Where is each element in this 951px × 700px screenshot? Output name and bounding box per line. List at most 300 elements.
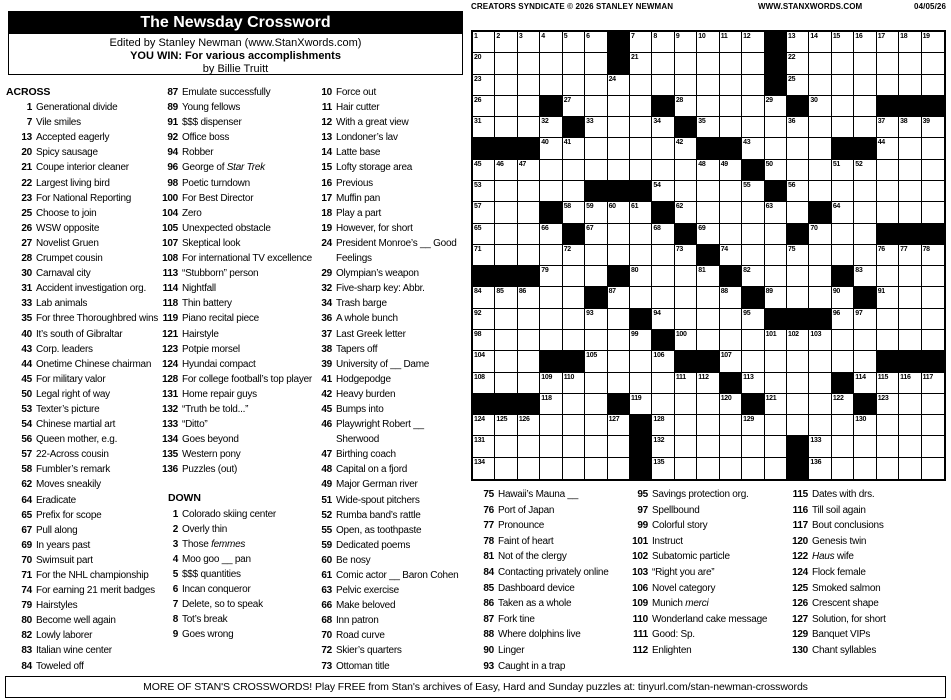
grid-cell[interactable] (697, 160, 719, 181)
grid-cell[interactable] (899, 75, 921, 96)
grid-cell[interactable] (630, 330, 652, 351)
grid-cell[interactable] (922, 202, 944, 223)
grid-cell[interactable] (787, 138, 809, 159)
grid-cell[interactable] (899, 309, 921, 330)
grid-cell[interactable] (518, 117, 540, 138)
grid-cell[interactable] (787, 160, 809, 181)
grid-cell[interactable] (585, 75, 607, 96)
grid-cell[interactable] (877, 309, 899, 330)
grid-cell[interactable] (608, 202, 630, 223)
grid-cell[interactable] (720, 75, 742, 96)
grid-cell[interactable] (473, 181, 495, 202)
grid-cell[interactable] (697, 287, 719, 308)
grid-cell[interactable] (832, 202, 854, 223)
grid-cell[interactable] (765, 330, 787, 351)
grid-cell[interactable] (765, 266, 787, 287)
grid-cell[interactable] (563, 415, 585, 436)
grid-cell[interactable] (765, 287, 787, 308)
grid-cell[interactable] (652, 138, 674, 159)
grid-cell[interactable] (675, 160, 697, 181)
grid-cell[interactable] (630, 245, 652, 266)
grid-cell[interactable] (608, 436, 630, 457)
grid-cell[interactable] (495, 436, 517, 457)
grid-cell[interactable] (787, 373, 809, 394)
grid-cell[interactable] (832, 309, 854, 330)
grid-cell[interactable] (652, 373, 674, 394)
grid-cell[interactable] (608, 96, 630, 117)
grid-cell[interactable] (518, 96, 540, 117)
grid-cell[interactable] (899, 181, 921, 202)
grid-cell[interactable] (563, 394, 585, 415)
grid-cell[interactable] (563, 75, 585, 96)
grid-cell[interactable] (697, 415, 719, 436)
grid-cell[interactable] (832, 394, 854, 415)
grid-cell[interactable] (675, 415, 697, 436)
grid-cell[interactable] (585, 351, 607, 372)
grid-cell[interactable] (899, 436, 921, 457)
grid-cell[interactable] (742, 181, 764, 202)
grid-cell[interactable] (742, 117, 764, 138)
grid-cell[interactable] (652, 53, 674, 74)
grid-cell[interactable] (585, 224, 607, 245)
grid-cell[interactable] (787, 202, 809, 223)
grid-cell[interactable] (742, 351, 764, 372)
grid-cell[interactable] (585, 202, 607, 223)
grid-cell[interactable] (922, 394, 944, 415)
grid-cell[interactable] (473, 351, 495, 372)
grid-cell[interactable] (585, 117, 607, 138)
grid-cell[interactable] (787, 394, 809, 415)
grid-cell[interactable] (675, 202, 697, 223)
grid-cell[interactable] (585, 160, 607, 181)
grid-cell[interactable] (899, 53, 921, 74)
grid-cell[interactable] (832, 287, 854, 308)
grid-cell[interactable] (675, 309, 697, 330)
grid-cell[interactable] (473, 224, 495, 245)
grid-cell[interactable] (518, 202, 540, 223)
grid-cell[interactable] (899, 287, 921, 308)
grid-cell[interactable] (652, 224, 674, 245)
grid-cell[interactable] (697, 75, 719, 96)
grid-cell[interactable] (765, 436, 787, 457)
grid-cell[interactable] (922, 415, 944, 436)
grid-cell[interactable] (899, 202, 921, 223)
grid-cell[interactable] (563, 373, 585, 394)
grid-cell[interactable] (720, 32, 742, 53)
grid-cell[interactable] (922, 373, 944, 394)
grid-cell[interactable] (540, 415, 562, 436)
grid-cell[interactable] (899, 330, 921, 351)
grid-cell[interactable] (854, 53, 876, 74)
grid-cell[interactable] (563, 287, 585, 308)
grid-cell[interactable] (608, 330, 630, 351)
grid-cell[interactable] (832, 160, 854, 181)
grid-cell[interactable] (742, 266, 764, 287)
grid-cell[interactable] (877, 138, 899, 159)
grid-cell[interactable] (809, 394, 831, 415)
grid-cell[interactable] (473, 458, 495, 479)
grid-cell[interactable] (518, 436, 540, 457)
grid-cell[interactable] (585, 53, 607, 74)
grid-cell[interactable] (877, 287, 899, 308)
grid-cell[interactable] (540, 32, 562, 53)
grid-cell[interactable] (877, 53, 899, 74)
grid-cell[interactable] (697, 181, 719, 202)
grid-cell[interactable] (563, 160, 585, 181)
grid-cell[interactable] (608, 373, 630, 394)
grid-cell[interactable] (765, 117, 787, 138)
grid-cell[interactable] (832, 75, 854, 96)
grid-cell[interactable] (675, 436, 697, 457)
grid-cell[interactable] (473, 202, 495, 223)
grid-cell[interactable] (495, 373, 517, 394)
grid-cell[interactable] (697, 458, 719, 479)
grid-cell[interactable] (563, 96, 585, 117)
grid-cell[interactable] (585, 245, 607, 266)
grid-cell[interactable] (787, 287, 809, 308)
grid-cell[interactable] (473, 53, 495, 74)
grid-cell[interactable] (697, 224, 719, 245)
grid-cell[interactable] (630, 266, 652, 287)
grid-cell[interactable] (563, 32, 585, 53)
grid-cell[interactable] (922, 53, 944, 74)
grid-cell[interactable] (720, 330, 742, 351)
grid-cell[interactable] (877, 394, 899, 415)
grid-cell[interactable] (899, 373, 921, 394)
grid-cell[interactable] (922, 75, 944, 96)
grid-cell[interactable] (540, 117, 562, 138)
grid-cell[interactable] (540, 75, 562, 96)
grid-cell[interactable] (742, 138, 764, 159)
grid-cell[interactable] (854, 117, 876, 138)
grid-cell[interactable] (675, 373, 697, 394)
grid-cell[interactable] (563, 53, 585, 74)
grid-cell[interactable] (809, 373, 831, 394)
grid-cell[interactable] (608, 287, 630, 308)
grid-cell[interactable] (854, 415, 876, 436)
grid-cell[interactable] (922, 117, 944, 138)
grid-cell[interactable] (765, 415, 787, 436)
grid-cell[interactable] (877, 181, 899, 202)
grid-cell[interactable] (675, 394, 697, 415)
grid-cell[interactable] (518, 351, 540, 372)
grid-cell[interactable] (697, 202, 719, 223)
grid-cell[interactable] (787, 266, 809, 287)
grid-cell[interactable] (854, 373, 876, 394)
grid-cell[interactable] (585, 394, 607, 415)
grid-cell[interactable] (854, 181, 876, 202)
grid-cell[interactable] (742, 75, 764, 96)
grid-cell[interactable] (518, 160, 540, 181)
grid-cell[interactable] (630, 32, 652, 53)
grid-cell[interactable] (630, 96, 652, 117)
grid-cell[interactable] (608, 245, 630, 266)
grid-cell[interactable] (518, 330, 540, 351)
grid-cell[interactable] (697, 266, 719, 287)
grid-cell[interactable] (652, 32, 674, 53)
grid-cell[interactable] (518, 32, 540, 53)
grid-cell[interactable] (854, 75, 876, 96)
grid-cell[interactable] (809, 32, 831, 53)
grid-cell[interactable] (720, 394, 742, 415)
grid-cell[interactable] (495, 458, 517, 479)
grid-cell[interactable] (877, 32, 899, 53)
grid-cell[interactable] (720, 53, 742, 74)
grid-cell[interactable] (630, 117, 652, 138)
grid-cell[interactable] (495, 53, 517, 74)
grid-cell[interactable] (473, 96, 495, 117)
grid-cell[interactable] (495, 32, 517, 53)
grid-cell[interactable] (765, 160, 787, 181)
grid-cell[interactable] (563, 436, 585, 457)
grid-cell[interactable] (854, 32, 876, 53)
grid-cell[interactable] (809, 287, 831, 308)
grid-cell[interactable] (518, 287, 540, 308)
grid-cell[interactable] (563, 330, 585, 351)
grid-cell[interactable] (473, 160, 495, 181)
grid-cell[interactable] (809, 96, 831, 117)
grid-cell[interactable] (585, 373, 607, 394)
grid-cell[interactable] (877, 245, 899, 266)
grid-cell[interactable] (540, 373, 562, 394)
grid-cell[interactable] (697, 53, 719, 74)
grid-cell[interactable] (742, 202, 764, 223)
grid-cell[interactable] (854, 160, 876, 181)
grid-cell[interactable] (765, 202, 787, 223)
grid-cell[interactable] (832, 117, 854, 138)
grid-cell[interactable] (742, 96, 764, 117)
grid-cell[interactable] (540, 394, 562, 415)
grid-cell[interactable] (675, 181, 697, 202)
grid-cell[interactable] (540, 458, 562, 479)
grid-cell[interactable] (765, 245, 787, 266)
grid-cell[interactable] (630, 75, 652, 96)
grid-cell[interactable] (495, 245, 517, 266)
grid-cell[interactable] (585, 32, 607, 53)
grid-cell[interactable] (540, 160, 562, 181)
grid-cell[interactable] (675, 53, 697, 74)
grid-cell[interactable] (809, 330, 831, 351)
grid-cell[interactable] (675, 32, 697, 53)
grid-cell[interactable] (787, 351, 809, 372)
grid-cell[interactable] (854, 266, 876, 287)
grid-cell[interactable] (922, 309, 944, 330)
grid-cell[interactable] (697, 394, 719, 415)
grid-cell[interactable] (518, 53, 540, 74)
grid-cell[interactable] (832, 351, 854, 372)
grid-cell[interactable] (742, 53, 764, 74)
grid-cell[interactable] (899, 266, 921, 287)
grid-cell[interactable] (720, 160, 742, 181)
grid-cell[interactable] (854, 245, 876, 266)
grid-cell[interactable] (742, 415, 764, 436)
grid-cell[interactable] (697, 330, 719, 351)
grid-cell[interactable] (877, 458, 899, 479)
grid-cell[interactable] (765, 373, 787, 394)
grid-cell[interactable] (675, 245, 697, 266)
grid-cell[interactable] (765, 351, 787, 372)
grid-cell[interactable] (495, 202, 517, 223)
grid-cell[interactable] (675, 266, 697, 287)
grid-cell[interactable] (742, 224, 764, 245)
grid-cell[interactable] (765, 96, 787, 117)
grid-cell[interactable] (720, 181, 742, 202)
grid-cell[interactable] (608, 75, 630, 96)
grid-cell[interactable] (854, 436, 876, 457)
grid-cell[interactable] (473, 245, 495, 266)
grid-cell[interactable] (720, 224, 742, 245)
grid-cell[interactable] (809, 53, 831, 74)
grid-cell[interactable] (652, 309, 674, 330)
grid-cell[interactable] (720, 309, 742, 330)
grid-cell[interactable] (809, 224, 831, 245)
grid-cell[interactable] (608, 224, 630, 245)
grid-cell[interactable] (854, 330, 876, 351)
grid-cell[interactable] (877, 266, 899, 287)
grid-cell[interactable] (765, 224, 787, 245)
grid-cell[interactable] (518, 309, 540, 330)
grid-cell[interactable] (675, 458, 697, 479)
grid-cell[interactable] (630, 138, 652, 159)
grid-cell[interactable] (585, 138, 607, 159)
grid-cell[interactable] (809, 415, 831, 436)
grid-cell[interactable] (540, 181, 562, 202)
grid-cell[interactable] (697, 117, 719, 138)
grid-cell[interactable] (540, 138, 562, 159)
grid-cell[interactable] (518, 373, 540, 394)
grid-cell[interactable] (877, 117, 899, 138)
grid-cell[interactable] (495, 351, 517, 372)
grid-cell[interactable] (585, 266, 607, 287)
grid-cell[interactable] (809, 75, 831, 96)
grid-cell[interactable] (630, 160, 652, 181)
grid-cell[interactable] (809, 117, 831, 138)
grid-cell[interactable] (518, 415, 540, 436)
grid-cell[interactable] (832, 96, 854, 117)
grid-cell[interactable] (809, 436, 831, 457)
grid-cell[interactable] (473, 436, 495, 457)
grid-cell[interactable] (585, 415, 607, 436)
grid-cell[interactable] (877, 436, 899, 457)
grid-cell[interactable] (495, 75, 517, 96)
grid-cell[interactable] (922, 458, 944, 479)
grid-cell[interactable] (585, 458, 607, 479)
grid-cell[interactable] (832, 436, 854, 457)
grid-cell[interactable] (563, 266, 585, 287)
grid-cell[interactable] (675, 75, 697, 96)
grid-cell[interactable] (540, 245, 562, 266)
grid-cell[interactable] (697, 436, 719, 457)
grid-cell[interactable] (742, 309, 764, 330)
grid-cell[interactable] (922, 245, 944, 266)
grid-cell[interactable] (563, 245, 585, 266)
grid-cell[interactable] (787, 330, 809, 351)
grid-cell[interactable] (608, 160, 630, 181)
grid-cell[interactable] (563, 458, 585, 479)
grid-cell[interactable] (899, 138, 921, 159)
grid-cell[interactable] (652, 436, 674, 457)
grid-cell[interactable] (922, 436, 944, 457)
grid-cell[interactable] (742, 458, 764, 479)
grid-cell[interactable] (652, 458, 674, 479)
grid-cell[interactable] (630, 202, 652, 223)
grid-cell[interactable] (787, 32, 809, 53)
grid-cell[interactable] (742, 436, 764, 457)
grid-cell[interactable] (742, 32, 764, 53)
grid-cell[interactable] (473, 309, 495, 330)
grid-cell[interactable] (765, 138, 787, 159)
grid-cell[interactable] (832, 330, 854, 351)
grid-cell[interactable] (899, 160, 921, 181)
grid-cell[interactable] (608, 415, 630, 436)
grid-cell[interactable] (899, 117, 921, 138)
grid-cell[interactable] (495, 415, 517, 436)
grid-cell[interactable] (495, 96, 517, 117)
grid-cell[interactable] (630, 351, 652, 372)
grid-cell[interactable] (540, 53, 562, 74)
grid-cell[interactable] (630, 224, 652, 245)
grid-cell[interactable] (720, 245, 742, 266)
grid-cell[interactable] (877, 160, 899, 181)
grid-cell[interactable] (652, 160, 674, 181)
grid-cell[interactable] (922, 287, 944, 308)
grid-cell[interactable] (720, 96, 742, 117)
grid-cell[interactable] (495, 287, 517, 308)
grid-cell[interactable] (675, 96, 697, 117)
grid-cell[interactable] (899, 245, 921, 266)
grid-cell[interactable] (787, 53, 809, 74)
grid-cell[interactable] (720, 436, 742, 457)
grid-cell[interactable] (495, 330, 517, 351)
grid-cell[interactable] (765, 394, 787, 415)
grid-cell[interactable] (630, 287, 652, 308)
grid-cell[interactable] (473, 117, 495, 138)
grid-cell[interactable] (899, 32, 921, 53)
grid-cell[interactable] (563, 309, 585, 330)
grid-cell[interactable] (630, 53, 652, 74)
grid-cell[interactable] (563, 138, 585, 159)
grid-cell[interactable] (630, 394, 652, 415)
grid-cell[interactable] (652, 75, 674, 96)
grid-cell[interactable] (585, 96, 607, 117)
grid-cell[interactable] (495, 309, 517, 330)
grid-cell[interactable] (608, 351, 630, 372)
grid-cell[interactable] (877, 330, 899, 351)
grid-cell[interactable] (697, 96, 719, 117)
grid-cell[interactable] (473, 373, 495, 394)
grid-cell[interactable] (652, 351, 674, 372)
grid-cell[interactable] (832, 181, 854, 202)
grid-cell[interactable] (518, 75, 540, 96)
grid-cell[interactable] (652, 181, 674, 202)
grid-cell[interactable] (854, 224, 876, 245)
grid-cell[interactable] (608, 309, 630, 330)
grid-cell[interactable] (809, 351, 831, 372)
grid-cell[interactable] (495, 160, 517, 181)
grid-cell[interactable] (899, 415, 921, 436)
grid-cell[interactable] (473, 75, 495, 96)
grid-cell[interactable] (473, 287, 495, 308)
grid-cell[interactable] (585, 436, 607, 457)
grid-cell[interactable] (697, 309, 719, 330)
grid-cell[interactable] (742, 245, 764, 266)
grid-cell[interactable] (518, 224, 540, 245)
grid-cell[interactable] (787, 245, 809, 266)
grid-cell[interactable] (473, 32, 495, 53)
grid-cell[interactable] (518, 458, 540, 479)
grid-cell[interactable] (742, 330, 764, 351)
grid-cell[interactable] (697, 373, 719, 394)
